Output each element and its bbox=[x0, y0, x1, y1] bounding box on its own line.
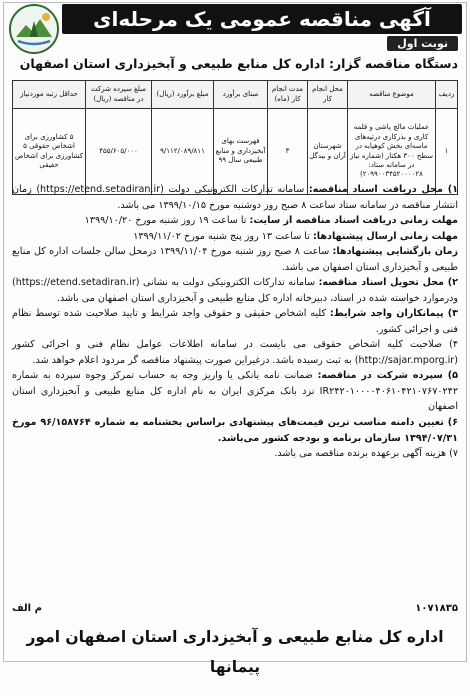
first-publication-badge: نوبت اول bbox=[387, 36, 458, 51]
item-price-range bbox=[12, 415, 458, 446]
header-deposit-amount: مبلغ سپرده شرکت در مناقصه (ریال) bbox=[86, 81, 152, 109]
item-text: ودرموارد خواسته شده در اسناد، دبیرخانه اداره کل منابع طبیعی و آبخیزداری استان اصفهان می باشد. bbox=[56, 292, 458, 304]
item-text: ساعت ۸ صبح روز شنبه مورخ ۱۳۹۹/۱۱/۰۴ درمحل سالن جلسات اداره کل منابع طبیعی و آبخیزداری استان اصفهان می باشد. bbox=[12, 246, 458, 273]
item-text: ضمانت نامه بانکی یا واریز وجه به حساب تمرکز وجوه سپرده به شماره IR۲۴۲۰۱۰۰۰۰۴۰۶۱۰۴۲۱۰۷۶۷۰۲۴۲ نزد بانک مرکزی ایران به نام اداره کل منابع طبیعی و آبخیزداری استان اصفهان bbox=[12, 370, 458, 413]
header-duration: مدت انجام کار (ماه) bbox=[268, 81, 308, 109]
cell-duration: ۳ bbox=[268, 109, 308, 195]
item-text: تا ساعت ۱۹ روز شنبه مورخ ۱۳۹۹/۱۰/۲۰ bbox=[84, 215, 250, 227]
item-text: تا ساعت ۱۳ روز پنج شنبه مورخ ۱۳۹۹/۱۱/۰۲ bbox=[133, 230, 313, 242]
issuer-footer: اداره کل منابع طبیعی و آبخیزداری استان اصفهان امور پیمانها bbox=[26, 628, 444, 676]
cell-row-number: ۱ bbox=[436, 109, 458, 195]
item-title: ۲) محل تحویل اسناد مناقصه: bbox=[318, 277, 458, 289]
tendering-organization: دستگاه مناقصه گزار: اداره کل منابع طبیعی و آبخیزداری استان اصفهان bbox=[19, 56, 458, 71]
item-opening-time bbox=[12, 244, 458, 275]
item-ad-cost bbox=[12, 446, 458, 462]
notice-initials: م الف bbox=[12, 603, 42, 614]
header-estimate-amount: مبلغ برآورد (ریال) bbox=[152, 81, 214, 109]
cell-location: شهرستان آران و بیدگل bbox=[308, 109, 348, 195]
item-delivery-place bbox=[12, 275, 458, 306]
item-text: ۴) صلاحیت کلیه اشخاص حقوقی می بایست در سامانه اطلاعات عوامل نظام فنی و اجرائی کشور bbox=[12, 339, 458, 351]
table-header-row bbox=[13, 81, 458, 109]
cell-estimate-amount: ۹/۱۱۲/۰۸۹/۸۱۱ bbox=[152, 109, 214, 195]
item-text: ۷) هزینه آگهی برعهده برنده مناقصه می باشد. bbox=[274, 448, 458, 460]
item-title: ۱) محل دریافت اسناد مناقصه: bbox=[308, 184, 458, 195]
header-subject: موضوع مناقصه bbox=[348, 81, 436, 109]
item-text: سامانه تدارکات الکترونیکی دولت bbox=[163, 184, 309, 195]
notice-code: ۱۰۷۱۸۳۵ bbox=[415, 603, 458, 614]
notice-code-row bbox=[12, 603, 458, 619]
item-title: ۵) سپرده شرکت در مناقصه: bbox=[317, 370, 458, 382]
item-document-source bbox=[12, 182, 458, 213]
item-submission-deadline bbox=[12, 229, 458, 245]
item-title: مهلت زمانی دریافت اسناد مناقصه از سایت: bbox=[249, 215, 458, 227]
organization-logo-icon bbox=[8, 3, 60, 55]
notice-body bbox=[12, 182, 458, 462]
item-deposit bbox=[12, 368, 458, 415]
item-text: زمان انتشار مناقصه در سامانه ستاد ساعت ۸ صبح روز دوشنبه مورخ ۱۳۹۹/۱۰/۱۵ می باشد. bbox=[12, 184, 458, 211]
cell-deposit-amount: ۴۵۵/۶۰۵/۰۰۰ bbox=[86, 109, 152, 195]
setad-link[interactable]: (https://etend.setadiran.ir) bbox=[36, 184, 164, 195]
item-text: به ثبت رسیده باشد. درغیراین صورت پیشنهاد مناقصه گر مردود اعلام خواهد شد. bbox=[32, 354, 355, 366]
header-estimate-basis: مبنای برآورد bbox=[214, 81, 268, 109]
cell-subject: عملیات مالچ پاشی و قلمه کاری و بذرکاری درتپه‌های ماسه‌ای بخش کوهپایه در سطح ۳۰۰ هکتار (شماره نیاز در سامانه ستاد: ۲۰۹۹۰۰۳۴۵۲۰۰۰۰۲۸) bbox=[348, 109, 436, 195]
item-text: سامانه تدارکات الکترونیکی دولت به نشانی bbox=[139, 277, 319, 289]
item-title: زمان بازگشایی پیشنهادها: bbox=[332, 246, 458, 258]
item-download-deadline bbox=[12, 213, 458, 229]
item-qualification bbox=[12, 337, 458, 368]
tender-table bbox=[12, 80, 458, 195]
item-text: ۶) تعیین دامنه مناسب ترین قیمت‌های پیشنهادی براساس بخشنامه به شماره ۹۶/۱۵۸۷۶۴ مورخ ۱۳۹۴/۰۷/۳۱ سازمان برنامه و بودجه کشور می‌باشد. bbox=[12, 416, 459, 444]
sajar-link[interactable]: (http://sajar.mporg.ir) bbox=[354, 354, 458, 366]
notice-title-banner: آگهی مناقصه عمومی یک مرحله‌ای bbox=[62, 4, 462, 34]
item-title: مهلت زمانی ارسال پیشنهادها: bbox=[312, 230, 458, 242]
header-location: محل انجام کار bbox=[308, 81, 348, 109]
item-eligible-contractors bbox=[12, 306, 458, 337]
cell-estimate-basis: فهرست بهای آبخیزداری و منابع طبیعی سال ۹۹ bbox=[214, 109, 268, 195]
cell-min-rank: ۵ کشاورزی برای اشخاص حقوقی ۵ کشاورزی برای اشخاص حقیقی bbox=[13, 109, 86, 195]
item-text: کلیه اشخاص حقیقی و حقوقی واجد شرایط و تایید صلاحیت شده توسط نظام فنی و اجرائی کشور. bbox=[12, 308, 458, 335]
header-row-number: ردیف bbox=[436, 81, 458, 109]
header-min-rank: حداقل رتبه موردنیاز bbox=[13, 81, 86, 109]
setad-link[interactable]: (https://etend.setadiran.ir) bbox=[12, 277, 140, 289]
item-title: ۳) پیمانکاران واجد شرایط: bbox=[329, 308, 458, 320]
